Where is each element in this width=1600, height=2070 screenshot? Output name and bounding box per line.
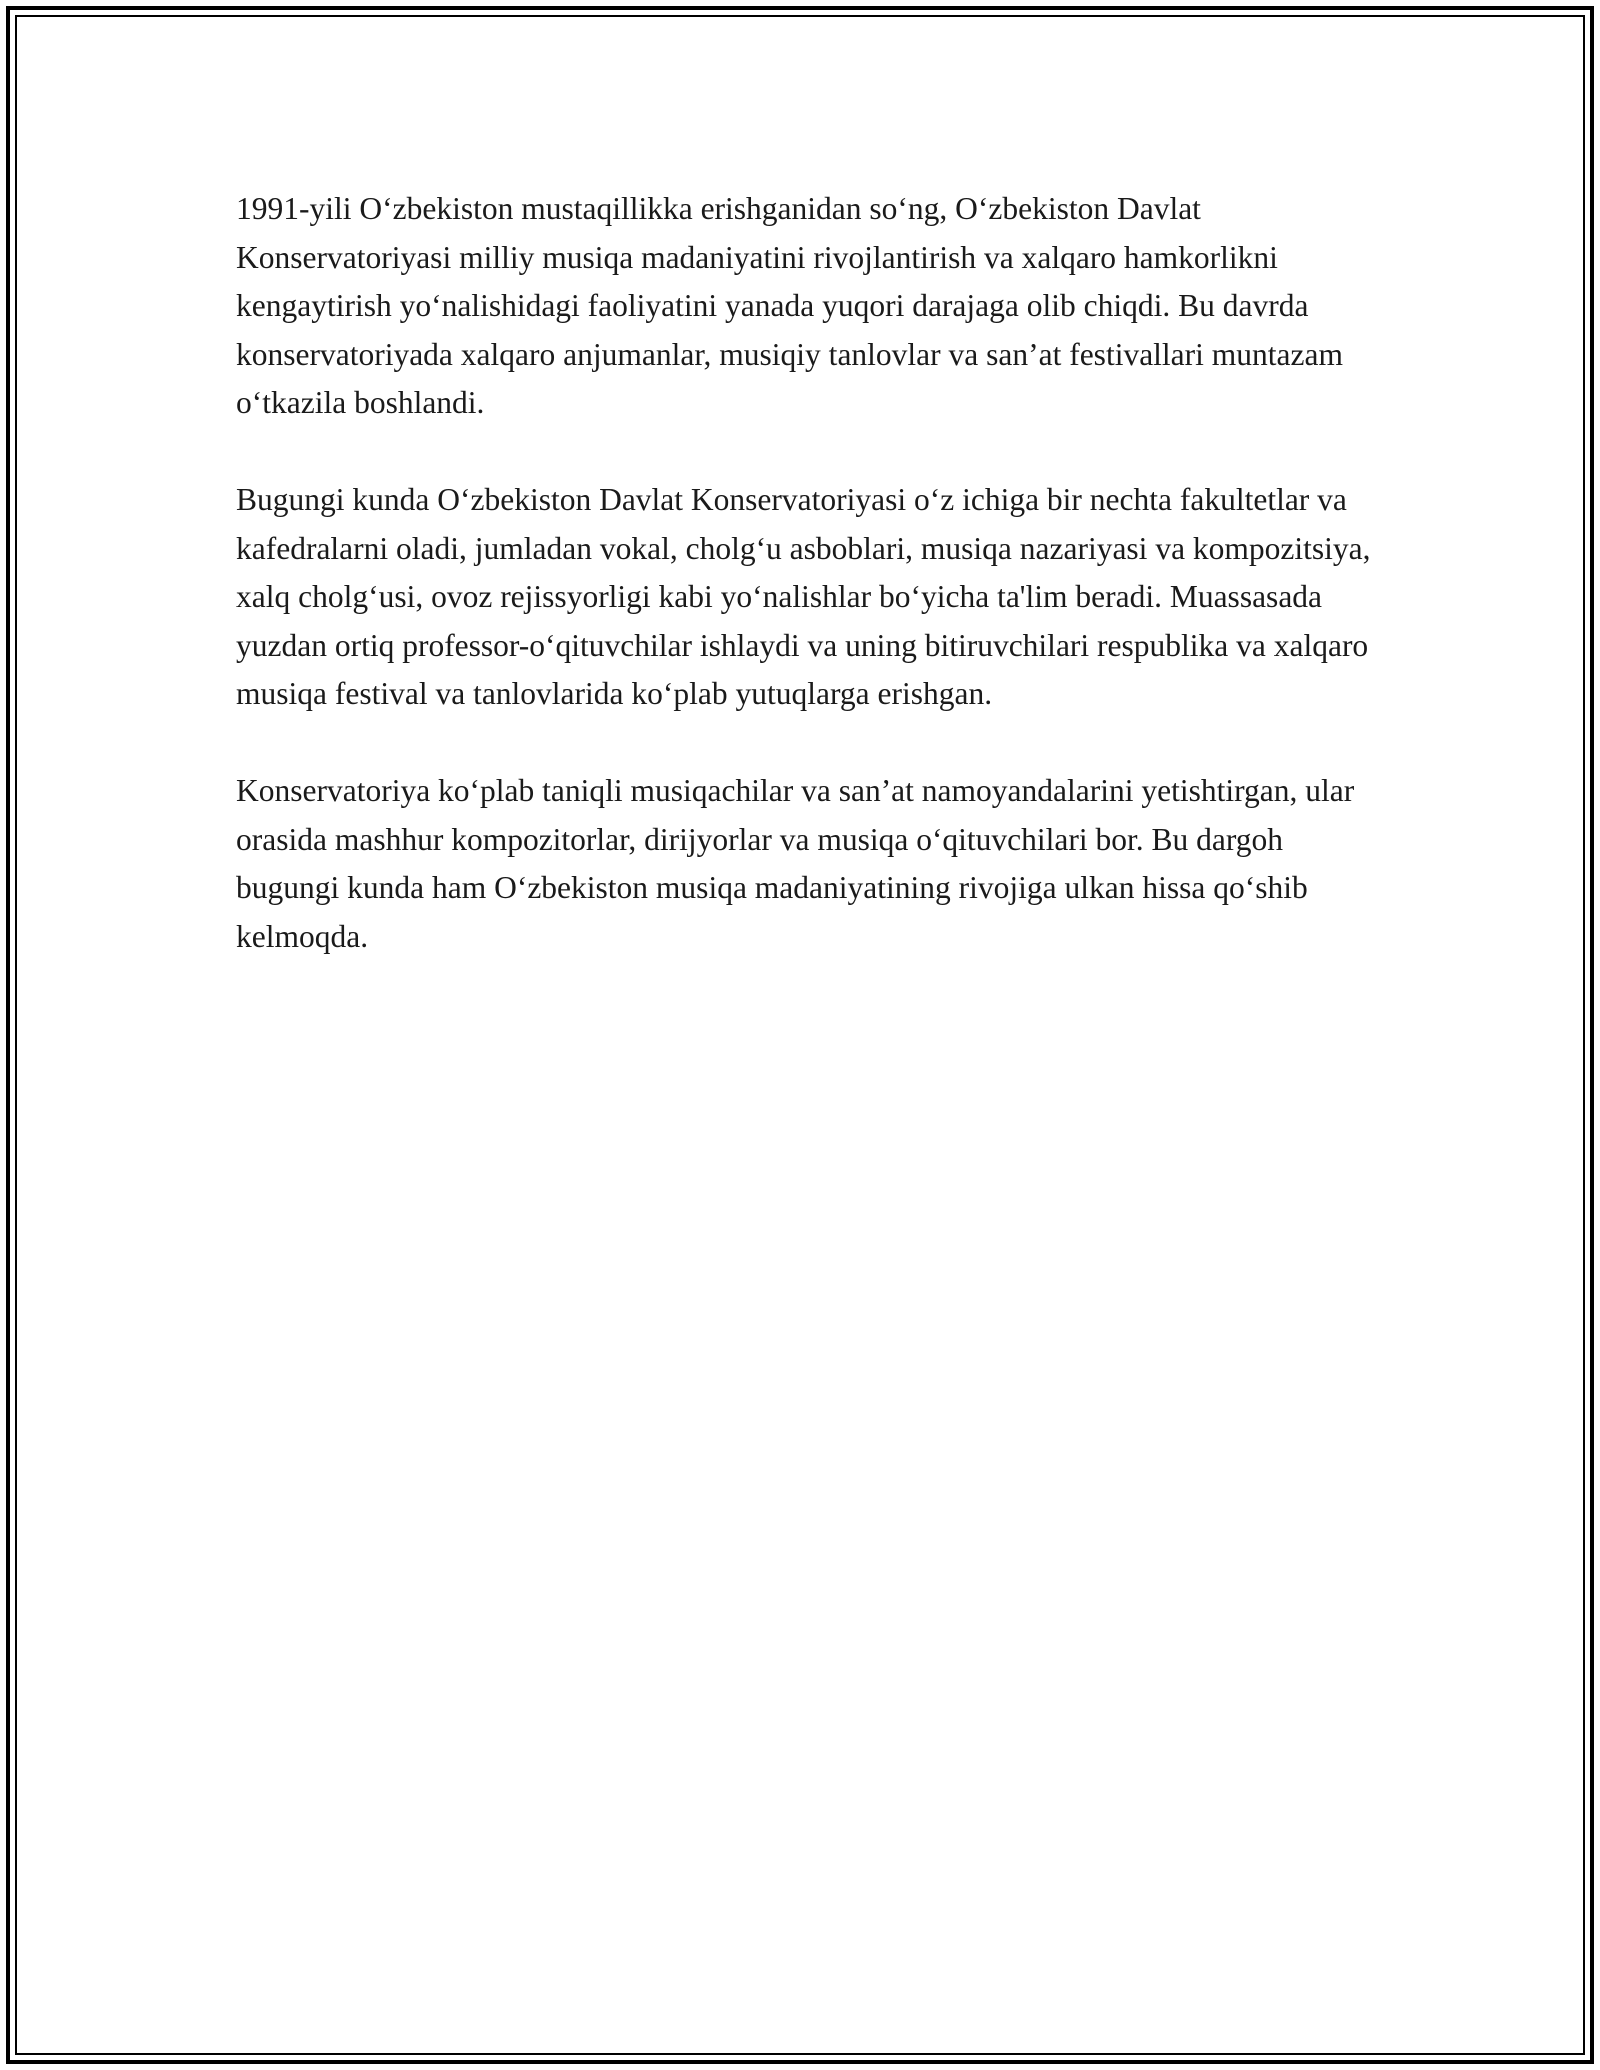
paragraph-faculties: Bugungi kunda O‘zbekiston Davlat Konservatoriyasi o‘z ichiga bir nechta fakultetlar va kafedralarni oladi, jumladan vokal, cholg‘u asboblari, musiqa nazariyasi va kompozitsiya, xalq cholg‘usi, ovoz rejissyorligi kabi yo‘nalishlar bo‘yicha ta'lim beradi. Muassasada yuzdan ortiq professor-o‘qituvchilar ishlaydi va uning bitiruvchilari respublika va xalqaro musiqa festival va tanlovlarida ko‘plab yutuqlarga erishgan. [236, 482, 1371, 711]
paragraph-independence: 1991-yili O‘zbekiston mustaqillikka erishganidan so‘ng, O‘zbekiston Davlat Konservatoriyasi milliy musiqa madaniyatini rivojlantirish va xalqaro hamkorlikni kengaytirish yo‘nalishidagi faoliyatini yanada yuqori darajaga olib chiqdi. Bu davrda konservatoriyada xalqaro anjumanlar, musiqiy tanlovlar va san’at festivallari muntazam o‘tkazila boshlandi. [236, 191, 1343, 420]
document-body [236, 185, 1376, 1010]
paragraph-alumni: Konservatoriya ko‘plab taniqli musiqachilar va san’at namoyandalarini yetishtirgan, ular orasida mashhur kompozitorlar, dirijyorlar va musiqa o‘qituvchilari bor. Bu dargoh bugungi kunda ham O‘zbekiston musiqa madaniyatining rivojiga ulkan hissa qo‘shib kelmoqda. [236, 773, 1355, 954]
